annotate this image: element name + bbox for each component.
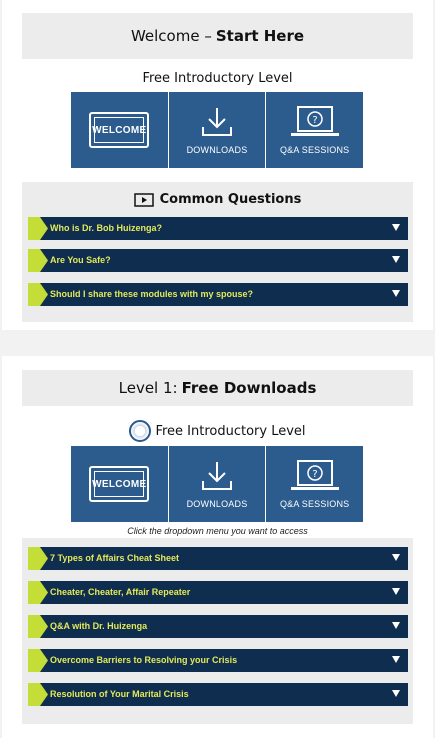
accordion-item[interactable] [28,615,408,638]
accordion-item[interactable] [28,683,408,706]
accordion-item-label: Overcome Barriers to Resolving your Crisis [50,655,238,665]
level1-header-prefix: Level 1: [118,379,178,397]
downloads-panel [22,538,413,724]
qa-tile[interactable] [266,446,363,522]
level1-card [2,356,433,738]
welcome-header-prefix: Welcome – [130,27,212,45]
resource-tiles [71,92,363,168]
lime-arrow-marker [28,615,48,638]
accordion-item[interactable] [28,547,408,570]
lime-arrow-marker [28,649,48,672]
level1-header [22,370,413,406]
lime-arrow-marker [28,547,48,570]
download-icon [200,459,234,493]
accordion-item[interactable] [28,649,408,672]
accordion-item-label: Cheater, Cheater, Affair Repeater [50,587,191,597]
lime-arrow-marker [28,217,48,240]
caret-down-icon [392,656,400,663]
welcome-sign-icon [89,466,149,502]
downloads-label: DOWNLOADS [186,499,248,509]
common-questions-panel [22,182,413,322]
caret-down-icon [392,256,400,263]
lime-arrow-marker [28,283,48,306]
accordion-item-label: Resolution of Your Marital Crisis [50,689,189,699]
welcome-sign-label: WELCOME [92,124,147,136]
qa-label: Q&A SESSIONS [279,145,350,155]
welcome-sign-label: WELCOME [92,478,147,490]
accordion-item[interactable] [28,283,408,306]
svg-text:?: ? [312,115,318,126]
welcome-sign-icon [89,112,149,148]
downloads-tile[interactable] [169,446,267,522]
accordion-item[interactable] [28,217,408,240]
caret-down-icon [392,224,400,231]
accordion-item[interactable] [28,249,408,272]
accordion-item[interactable] [28,581,408,604]
accordion-item-label: Q&A with Dr. Huizenga [50,621,148,631]
downloads-label: DOWNLOADS [186,145,248,155]
intro-level-title: Free Introductory Level [155,423,306,439]
intro-level-title: Free Introductory Level [142,71,293,86]
level1-header-bold: Free Downloads [181,379,317,397]
svg-text:?: ? [312,469,318,480]
caret-down-icon [392,554,400,561]
qa-label: Q&A SESSIONS [279,499,350,509]
welcome-card [2,0,433,330]
accordion-item-label: Should I share these modules with my spouse? [50,289,254,299]
lime-arrow-marker [28,581,48,604]
welcome-tile[interactable] [71,92,169,168]
welcome-header-bold: Start Here [215,27,305,45]
laptop-question-icon [289,459,341,493]
seal-logo [129,420,151,442]
video-play-icon [134,193,154,207]
common-questions-heading [22,192,413,207]
common-questions-title: Common Questions [159,192,302,207]
welcome-tile[interactable] [71,446,169,522]
accordion-item-label: 7 Types of Affairs Cheat Sheet [50,553,180,563]
lime-arrow-marker [28,249,48,272]
lime-arrow-marker [28,683,48,706]
accordion-item-label: Are You Safe? [50,255,111,265]
download-icon [200,105,234,139]
resource-tiles [71,446,363,522]
welcome-header [22,13,413,59]
caret-down-icon [392,690,400,697]
accordion-item-label: Who is Dr. Bob Huizenga? [50,223,162,233]
caret-down-icon [392,290,400,297]
laptop-question-icon [289,105,341,139]
caret-down-icon [392,588,400,595]
caret-down-icon [392,622,400,629]
qa-tile[interactable] [266,92,363,168]
dropdown-instructions: Click the dropdown menu you want to access [127,526,308,536]
intro-level-heading [2,420,433,442]
downloads-tile[interactable] [169,92,267,168]
